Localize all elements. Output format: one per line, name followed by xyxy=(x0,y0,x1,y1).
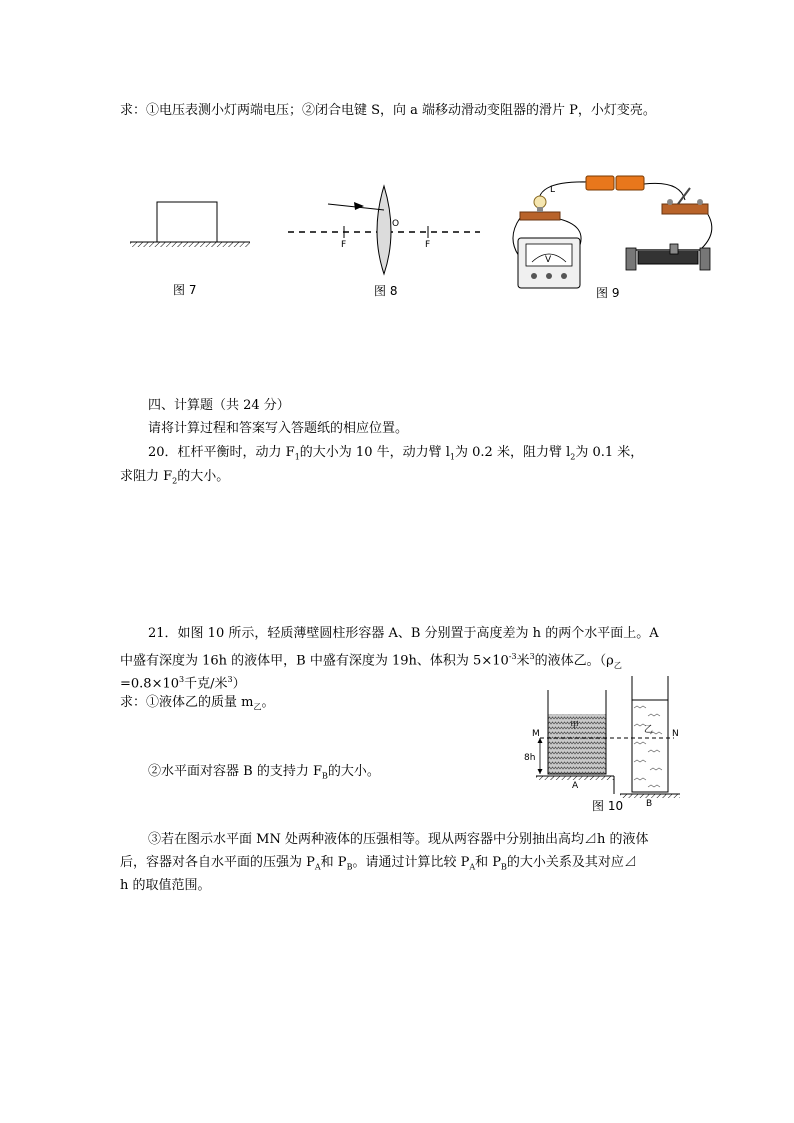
q19-requirement: 求：①电压表测小灯两端电压；②闭合电键 S，向 a 端移动滑动变阻器的滑片 P，小灯变亮。 xyxy=(120,103,656,118)
figure-8 xyxy=(288,184,488,284)
figure-10 xyxy=(524,676,704,816)
q21-part-3-line-2: 后，容器对各自水平面的压强为 $P_A$和 $P_B$。请通过计算比较 $P_A$和 $P_B$的大小关系及其对应⊿ xyxy=(120,855,637,872)
rheostat-coil xyxy=(638,250,698,264)
battery-cell-1 xyxy=(586,176,614,190)
label-liquid-b: 乙 xyxy=(644,725,654,735)
lens xyxy=(377,186,391,274)
battery-cell-2 xyxy=(616,176,644,190)
figure-10-caption: 图 10 xyxy=(592,799,624,813)
figure-9-caption: 图 9 xyxy=(596,286,620,300)
voltmeter-label: V xyxy=(545,255,552,265)
q21-part-3-line-3: h 的取值范围。 xyxy=(120,878,211,893)
q21-line-1: 21．如图 10 所示，轻质薄壁圆柱形容器 A、B 分别置于高度差为 h 的两个水平面上。A xyxy=(148,626,659,641)
q20-line-2: 求阻力 $F_2$的大小。 xyxy=(120,469,230,486)
section-instruction: 请将计算过程和答案写入答题纸的相应位置。 xyxy=(148,421,409,436)
focus-left-label: F xyxy=(341,240,347,250)
q20-line-1: 20．杠杆平衡时，动力 $F_1$的大小为 10 牛，动力臂 $l_1$为 0.2 米，阻力臂 $l_2$为 0.1 米， xyxy=(148,445,644,462)
q21-line-3: $=0.8\times 10^3$千克/米$^3$） xyxy=(120,675,246,692)
switch-base xyxy=(662,204,708,214)
lamp-label: L xyxy=(550,185,556,195)
label-container-b: B xyxy=(646,799,653,809)
label-container-a: A xyxy=(572,781,579,791)
ray-arrow xyxy=(354,202,364,210)
q21-part-1: 求：①液体乙的质量 $m_乙$。 xyxy=(120,695,275,712)
ground-hatch xyxy=(130,242,250,247)
rheostat-slider xyxy=(670,244,678,254)
label-m: M xyxy=(532,729,540,739)
lamp-base xyxy=(520,212,560,220)
label-n: N xyxy=(672,729,679,739)
label-8h: 8h xyxy=(524,753,536,763)
section-heading: 四、计算题（共 24 分） xyxy=(148,398,290,413)
block xyxy=(157,202,217,242)
optical-center-label: O xyxy=(392,219,400,229)
figure-7-caption: 图 7 xyxy=(173,283,197,297)
figure-8-caption: 图 8 xyxy=(374,284,398,298)
focus-right-label: F xyxy=(425,240,431,250)
q21-part-2: ②水平面对容器 B 的支持力 $F_B$的大小。 xyxy=(148,764,380,781)
wire-lamp-battery xyxy=(539,182,590,210)
q21-part-3-line-1: ③若在图示水平面 MN 处两种液体的压强相等。现从两容器中分别抽出高均⊿h 的液体 xyxy=(148,832,649,847)
wire-switch-rheostat xyxy=(702,210,712,248)
wire-battery-switch xyxy=(644,183,685,200)
figure-7 xyxy=(130,198,270,258)
figure-9 xyxy=(510,170,720,300)
label-liquid-a: 甲 xyxy=(570,721,580,731)
q21-line-2: 中盛有深度为 16h 的液体甲，B 中盛有深度为 19h、体积为 $5\times 10^{-3}$米$^3$的液体乙。（$\rho_乙$ xyxy=(120,652,622,670)
lamp-bulb xyxy=(534,196,546,208)
